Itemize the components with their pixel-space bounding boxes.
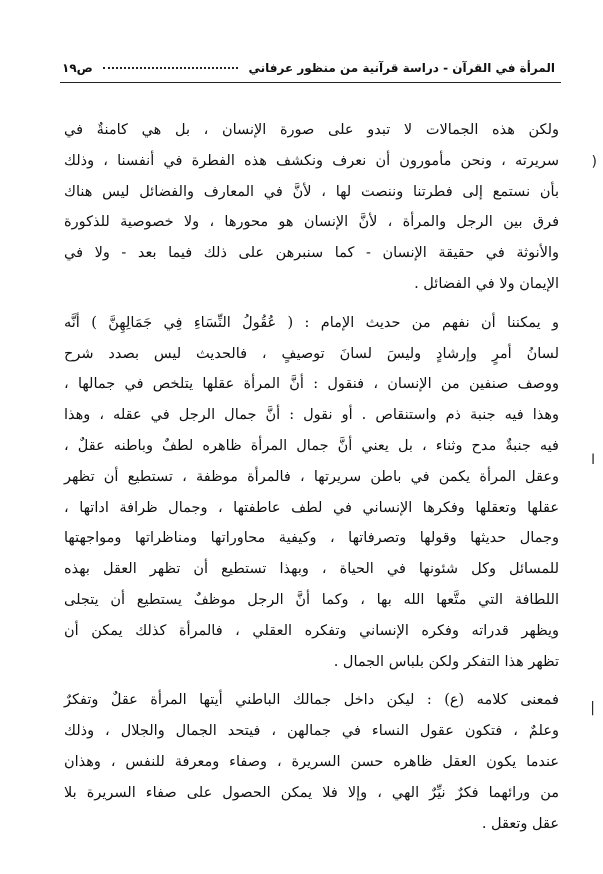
text-line: وهذا فيه جنبة ذم واستنقاص . أو نقول : أنَّ جمال الرجل في عقله ، وهذا xyxy=(64,407,559,424)
text-line: والأنوثة في حقيقة الإنسان - كما سنبرهن على ذلك فيما بعد - ولا في xyxy=(64,245,559,262)
header-dot-leader xyxy=(103,67,239,69)
margin-mark: ا xyxy=(591,452,595,468)
text-line: فيه جنبةٌ مدح وثناء ، بل يعني أنَّ جمال المرأة ظاهره لطفٌ وباطنه عقلٌ ، xyxy=(64,437,559,454)
text-line: عندما يكون العقل ظاهره حسن السريرة ، وصفاء ومعرفة للنفس ، وهذان xyxy=(64,753,559,770)
text-line: بأن نستمع إلى فطرتنا وننصت لها ، لأنَّ في المعارف والفضائل ليس هناك xyxy=(64,183,559,200)
text-line: ووصف صنفين من الإنسان ، فنقول : أنَّ المرأة عقلها يتلخص في جمالها ، xyxy=(64,376,559,393)
paragraph-gap xyxy=(64,300,559,308)
text-line: عقل وتعقل . xyxy=(481,815,559,832)
text-line: فمعنى كلامه (ع) : ليكن داخل جمالك الباطني أيتها المرأة عقلٌ وتفكرٌ xyxy=(64,692,559,709)
text-line: للمسائل وكل شئونها في الحياة ، وبهذا تستطيع أن تظهر العقل بهذه xyxy=(64,561,559,578)
paragraph-gap xyxy=(64,677,559,685)
text-line: اللطافة التي متَّعها الله بها ، وكما أنَّ الرجل موظفٌ يستطيع أن يتجلى xyxy=(64,591,559,608)
header-rule xyxy=(60,82,561,83)
margin-mark: ( xyxy=(591,154,597,170)
text-line: وعلمٌ ، فتكون عقول النساء في جمالهن ، فيتحد الجمال والجلال ، وذلك xyxy=(64,723,559,740)
margin-mark: | xyxy=(590,700,595,716)
text-line: سريرته ، ونحن مأمورون أن نعرف ونكشف هذه الفطرة في أنفسنا ، وذلك xyxy=(64,152,559,169)
text-line: تظهر هذا التفكر ولكن بلباس الجمال . xyxy=(333,653,559,670)
header-title: المرأة في القرآن - دراسة قرآنية من منظور عرفاني xyxy=(248,61,555,75)
text-line: وجمال حديثها وقولها وتصرفاتها ، وكيفية محاوراتها ومناظراتها ومواجهتها xyxy=(64,530,559,547)
text-line: الإيمان ولا في الفضائل . xyxy=(414,275,559,292)
text-line: من ورائهما فكرٌ نيِّرٌ الهي ، وإلا فلا يمكن الحصول على صفاء السريرة بلا xyxy=(64,784,559,801)
text-line: و يمكننا أن نفهم من حديث الإمام : ( عُقُولُ النِّسَاءِ فِي جَمَالِهِنَّ ) أنَّه xyxy=(64,314,559,331)
page-body xyxy=(64,115,559,839)
text-line: وعقل المرأة يكمن في باطن سريرتها ، فالمرأة موظفة ، تستطيع أن تظهر xyxy=(64,468,559,485)
paragraph-1 xyxy=(64,115,559,300)
text-line: لسانُ أمرٍ وإرشادٍ وليسَ لسانَ توصيفٍ ، فالحديث ليس بصدد شرح xyxy=(64,345,559,362)
running-header xyxy=(62,58,555,78)
page-number: ص١٩ xyxy=(62,61,93,75)
text-line: عقلها وتعقلها وفكرها الإنساني في لطف عاطفتها ، وجمال ظرافة اداتها ، xyxy=(64,499,559,516)
paragraph-2 xyxy=(64,308,559,678)
text-line: فرق بين الرجل والمرأة ، لأنَّ الإنسان هو محورها ، ولا خصوصية للذكورة xyxy=(64,214,559,231)
text-line: ويظهر قدراته وفكره الإنساني وتفكره العقلي ، فالمرأة كذلك يمكن أن xyxy=(64,622,559,639)
text-line: ولكن هذه الجمالات لا تبدو على صورة الإنسان ، بل هي كامنةٌ في xyxy=(64,122,559,138)
paragraph-3 xyxy=(64,685,559,839)
